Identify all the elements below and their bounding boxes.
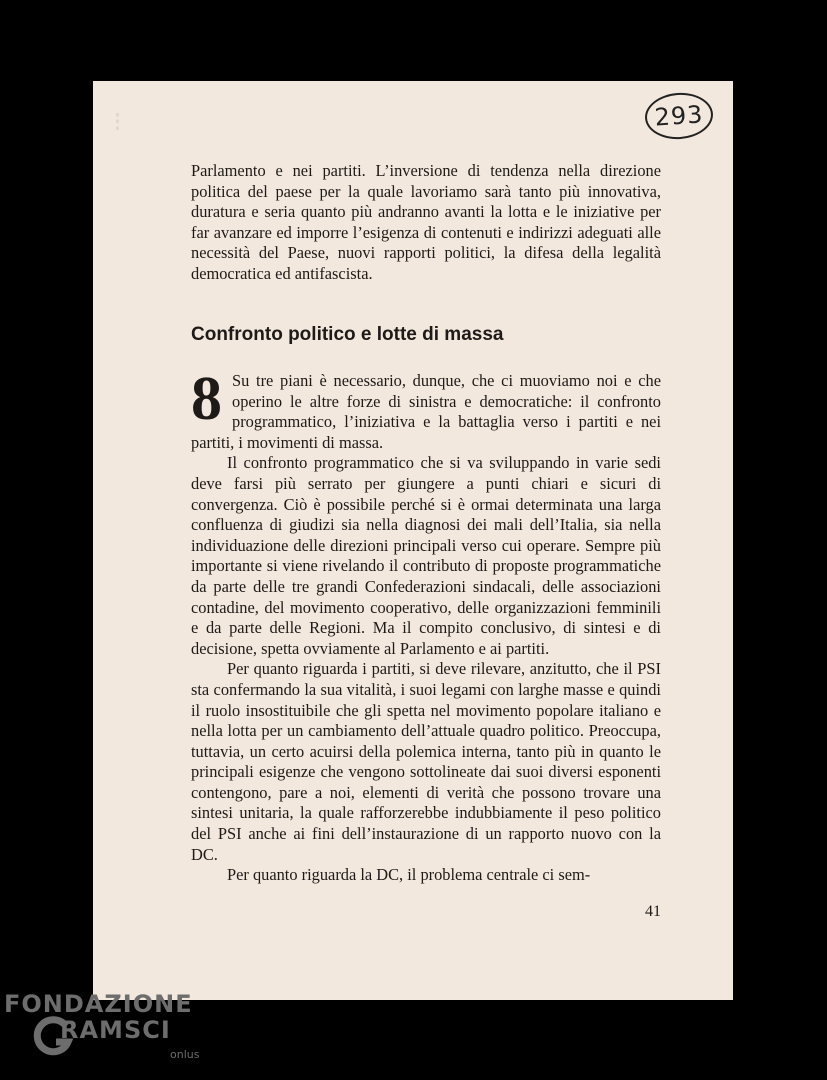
faded-stamp: ⁝ (113, 105, 122, 138)
section-number: 8 (191, 365, 222, 433)
section-heading: Confronto politico e lotte di massa (191, 324, 504, 345)
paragraph-4: Per quanto riguarda la DC, il problema centrale ci sem- (227, 865, 591, 885)
printed-page-number: 41 (645, 903, 661, 920)
document-page (93, 81, 733, 1000)
watermark-line3: onlus (170, 1048, 200, 1061)
intro-paragraph-block (191, 161, 661, 285)
handwritten-page-number: 293 (643, 91, 714, 142)
paragraph-1-text: Su tre piani è necessario, dunque, che ci muoviamo noi e che operino le altre forze di sinistra e democratiche: il confronto programmatico, l’iniziativa e la battaglia verso i partiti e nei partiti, i movimenti di massa. (191, 371, 661, 452)
paragraph-1 (191, 365, 661, 453)
paragraph-2: Il confronto programmatico che si va sviluppando in varie sedi deve farsi più serrato per giungere a punti chiari e sicuri di convergenza. Ciò è possibile perché si è ormai determinata una larga confluenza di giudizi sia nella diagnosi dei mali dell’Italia, sia nella individuazione delle direzioni principali verso cui operare. Sempre più importante si viene rivelando il contributo di proposte programmatiche da parte delle tre grandi Confederazioni sindacali, delle associazioni contadine, del movimento cooperativo, delle organizzazioni femminili e da parte delle Regioni. Ma il compito conclusivo, di sintesi e di decisione, spetta ovviamente al Parlamento e ai partiti. (191, 453, 661, 658)
watermark-line1: FONDAZIONE (4, 990, 193, 1018)
fondazione-gramsci-watermark (4, 990, 204, 1070)
watermark-line2: RAMSCI (60, 1016, 171, 1044)
intro-paragraph: Parlamento e nei partiti. L’inversione di tendenza nella direzione politica del paese per la quale lavoriamo sarà tanto più innovativa, duratura e seria quanto più andranno avanti la lotta e le iniziative per far avanzare ed imporre l’esigenza di contenuti e indirizzi adeguati alle necessità del Paese, nuovi rapporti politici, la difesa della legalità democratica ed antifascista. (191, 161, 661, 283)
section-body (191, 365, 661, 886)
paragraph-3: Per quanto riguarda i partiti, si deve rilevare, anzitutto, che il PSI sta confermando la sua vitalità, i suoi legami con larghe masse e quindi il ruolo insostituibile che gli spetta nel movimento popolare italiano e nella lotta per un cambiamento dell’attuale quadro politico. Preoccupa, tuttavia, un certo acuirsi della polemica interna, tanto più in quanto le principali esigenze che vengono sottolineate dai suoi diversi esponenti contengono, pare a noi, elementi di verità che possono trovare una sintesi unitaria, la quale rafforzerebbe indubbiamente il peso politico del PSI anche ai fini dell’instaurazione di un rapporto nuovo con la DC. (191, 659, 661, 864)
